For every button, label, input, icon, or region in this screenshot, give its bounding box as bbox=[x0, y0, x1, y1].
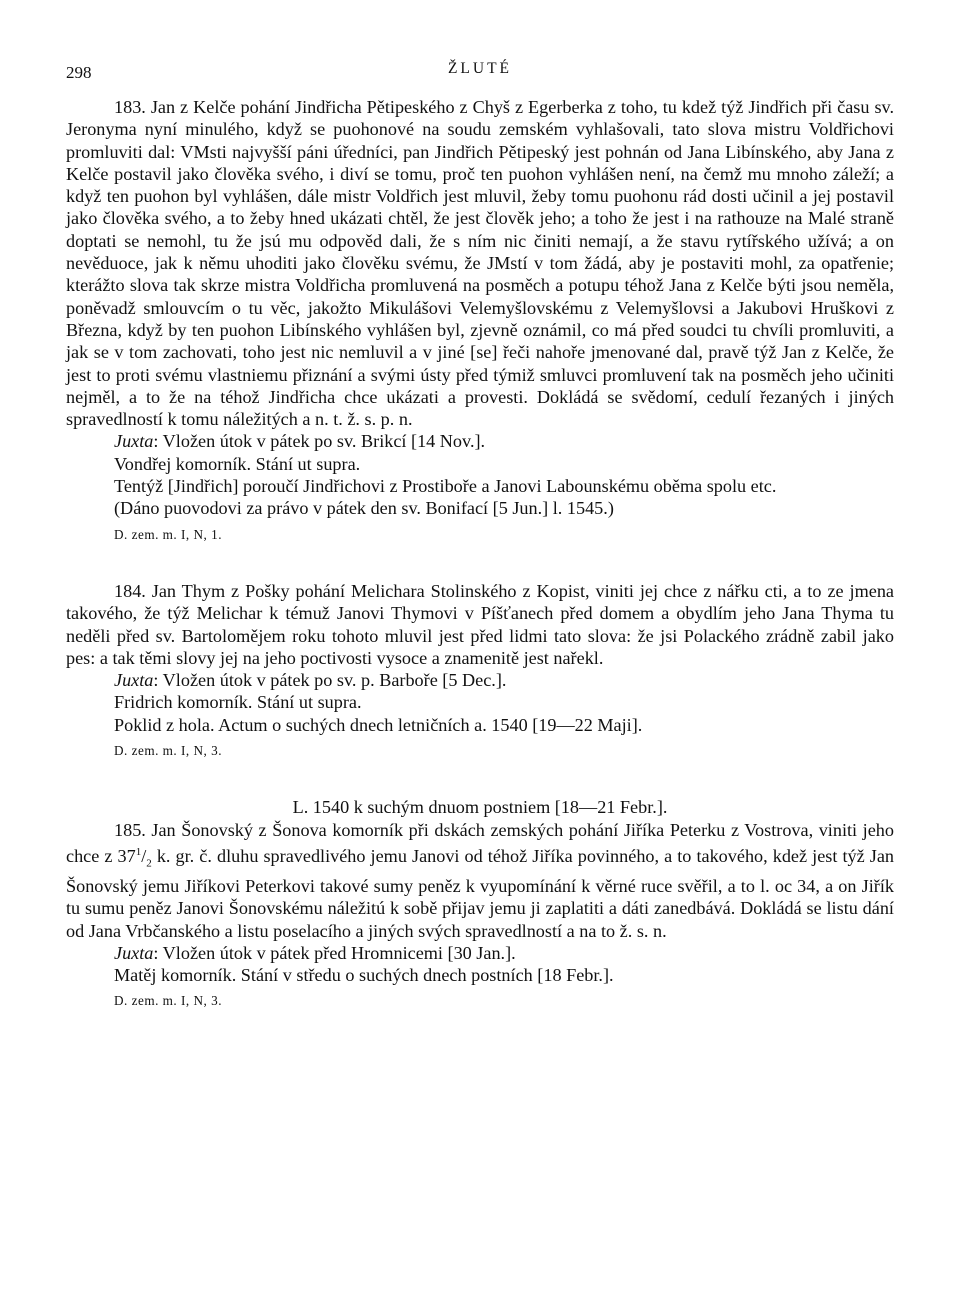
juxta-text: : Vložen útok v pátek před Hromnicemi [30 Jan.]. bbox=[153, 942, 516, 963]
note-line: Tentýž [Jindřich] poroučí Jindřichovi z Prostiboře a Janovi Labounskému oběma spolu etc. bbox=[114, 476, 777, 497]
page-header bbox=[66, 56, 894, 84]
note-line: Poklid z hola. Actum o suchých dnech letničních a. 1540 [19—22 Maji]. bbox=[114, 714, 643, 735]
document-page bbox=[66, 56, 894, 1013]
fraction-denominator: 2 bbox=[146, 857, 152, 870]
entry-183 bbox=[66, 96, 894, 546]
note-line: Vondřej komorník. Stání ut supra. bbox=[114, 453, 361, 474]
juxta-label: Juxta bbox=[114, 670, 154, 691]
juxta-label: Juxta bbox=[114, 431, 154, 452]
juxta-note bbox=[66, 942, 894, 964]
note-line: (Dáno puovodovi za právo v pátek den sv. Bonifací [5 Jun.] l. 1545.) bbox=[114, 498, 614, 519]
entry-text: 184. Jan Thym z Pošky pohání Melichara Stolinského z Kopist, viniti jej chce z nářku cti, a to ze jmena takového, že týž Melichar k témuž Janovi Thymovi v Píšťanech před domem a obydlím jeho Jana Thyma tu neděli před sv. Bartolomějem roku tohoto mluvil jest před lidmi tato slova: že jsi Polackého zrádně zabil jako pes: a tak těmi slovy jej na jeho poctivosti vysoce a znamenitě jest nařekl. bbox=[66, 580, 894, 668]
juxta-label: Juxta bbox=[114, 942, 154, 963]
source-reference: D. zem. m. I, N, 3. bbox=[114, 743, 223, 759]
date-heading: L. 1540 k suchým dnuom postniem [18—21 Febr.]. bbox=[292, 797, 668, 818]
entry-185 bbox=[66, 796, 894, 1012]
source-reference: D. zem. m. I, N, 1. bbox=[114, 526, 223, 542]
entry-text: 185. Jan Šonovský z Šonova komorník při dskách zemských pohání Jiříka Peterku z Vostrova, viniti jeho chce z $37^1/_2$ k. gr. č. dluhu spravedlivého jemu Janovi od téhož Jiříka povinného, a to takového, kdež jest týž Jan Šonovský jemu Jiříkovi Peterkovi takové sumy peněz k vyupomínání k věrné ruce svěřil, a to l. oc 34, a on Jiřík tu sumu peněz Janovi Šonovskému náležitú k sobě přijav jemu ji zaplatiti a dáti zanedbává. Dokládá se listu dání od Jana Vrbčanského a listu poselacího a jiných svých spravedlností a na to ž. s. n. bbox=[66, 819, 894, 941]
note-line: Fridrich komorník. Stání ut supra. bbox=[114, 692, 362, 713]
note-line: Matěj komorník. Stání v středu o suchých dnech postních [18 Febr.]. bbox=[114, 965, 614, 986]
running-title: ŽLUTÉ bbox=[447, 60, 513, 77]
juxta-text: : Vložen útok v pátek po sv. Brikcí [14 Nov.]. bbox=[153, 431, 486, 452]
juxta-text: : Vložen útok v pátek po sv. p. Barboře [5 Dec.]. bbox=[153, 670, 507, 691]
juxta-note bbox=[66, 669, 894, 691]
entry-184 bbox=[66, 580, 894, 762]
page-number: 298 bbox=[66, 63, 92, 82]
entry-text: 183. Jan z Kelče pohání Jindřicha Pětipeského z Chyš z Egerberka z toho, tu kdež týž Jindřich při času sv. Jeronyma nyní minulého, když se puohonové na soudu zemském vyhlašovali, tato slova mistru Voldřichovi promluviti dal: VMsti najvyšší páni úředníci, pan Jindřich Pětipeský jest pohnán od Jana Libínského, aby Jana z Kelče postavil jako člověka svého, i diví se tomu, proč ten puohon vyhlášen není, na čemž mu mnoho záleží; a když ten puohon byl vyhlášen, dále mistr Voldřich jest mluvil, žeby tomu puohonu rád dosti učinil a jej postavil jako člověka svého, a to žeby hned ukázati chtěl, že jest člověk jeho; a toho že jest i na rathouze na Malé straně doptati se nemohl, tu že jsú mu odpověd dali, že s ním nic činiti nemají, a že stavu rytířského užívá; a on nevěduoce, jak k němu uhoditi jako člověku svému, že JMstí v tom žádá, aby je postaviti mohl, za opatřenie; kterážto slova tak skrze mistra Voldřicha promluvená na posměch a potupu téhož Jana z Kelče býti jsou neměla, poněvadž smlouvcím o tu věc, jakožto Mikulášovi Velemyšlovskému z Velemyšlovsi a Jakubovi Hruškovi z Března, když by ten puohon Libínského vyhlášen byl, zjevně oznámil, co má před soudci tu chvíli promluviti, a jak se v tom zachovati, toho jest nic nemluvil a v jiné [se] řeči nahoře jmenované dal, pravě týž Jan z Kelče, že jest to proti svému vlastniemu přiznání a svými ústy před týmiž smluvci promluvení tak na posměch jeho učiniti nejměl, a to že na téhož Jindřicha chce ukázati a provesti. Dokládá se svědomí, cedulí řezaných i jiných spravedlností k tomu náležitých a n. t. ž. s. p. n. bbox=[66, 97, 894, 430]
juxta-note bbox=[66, 430, 894, 452]
source-reference: D. zem. m. I, N, 3. bbox=[114, 993, 223, 1009]
fraction-numerator: 1 bbox=[135, 845, 142, 858]
